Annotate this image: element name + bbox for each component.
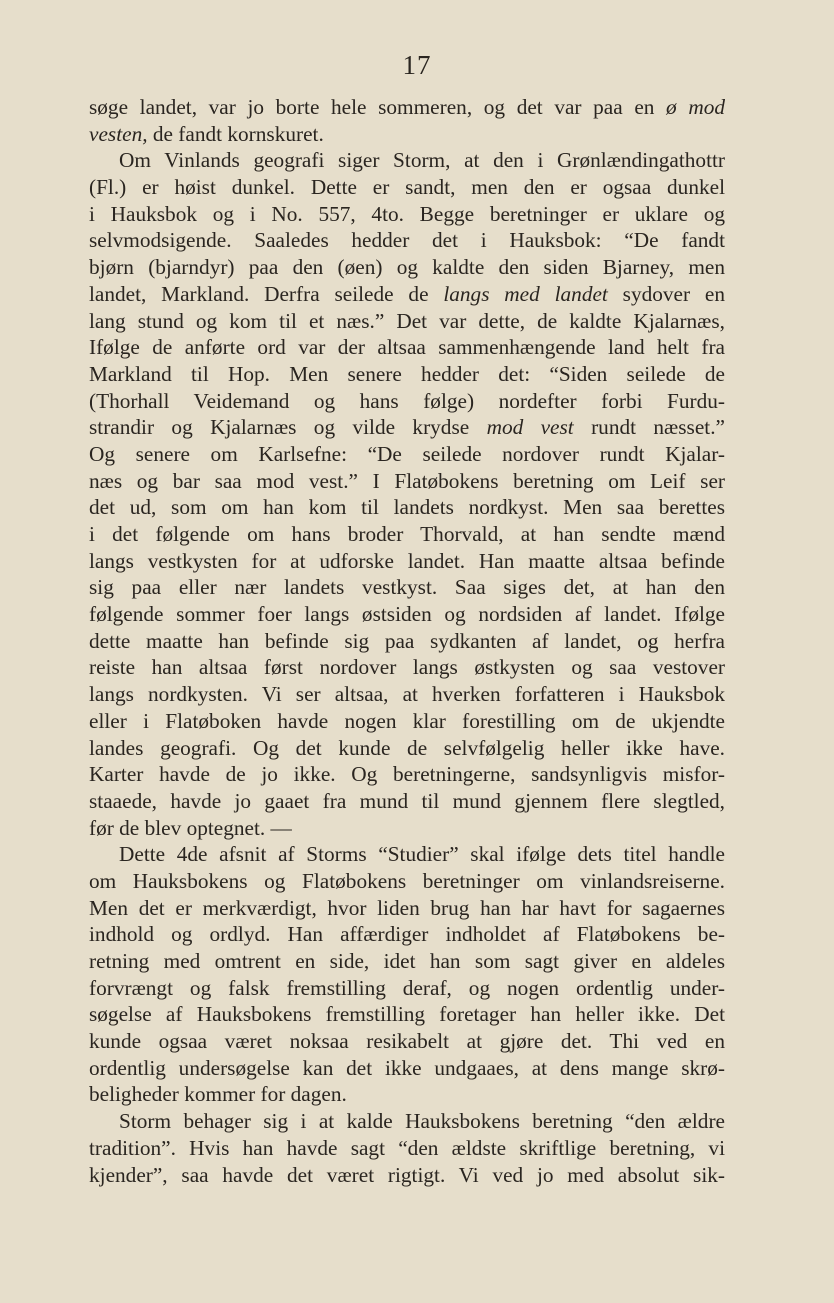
text-line: landet, Markland. Derfra seilede de langs med landet sydover en	[89, 281, 725, 306]
text-line: Dette 4de afsnit af Storms “Studier” skal ifølge dets titel handle	[119, 842, 725, 867]
italic-text: ø mod	[666, 95, 725, 119]
paragraph	[89, 1108, 725, 1188]
italic-text: langs med landet	[443, 281, 608, 306]
text-line: dette maatte han befinde sig paa sydkanten af landet, og herfra	[89, 628, 725, 653]
text-line: søge landet, var jo borte hele sommeren, og det var paa en ø mod	[89, 95, 725, 119]
text-line: tradition”. Hvis han havde sagt “den ældste skriftlige beretning, vi	[89, 1135, 725, 1160]
text-line: (Thorhall Veidemand og hans følge) nordefter forbi Furdu-	[89, 388, 725, 413]
text-line: følgende sommer foer langs østsiden og nordsiden af landet. Ifølge	[89, 602, 725, 627]
text-line: retning med omtrent en side, idet han som sagt giver en aldeles	[89, 949, 725, 973]
text-line: vesten, de fandt kornskuret.	[89, 121, 324, 146]
text-line: ordentlig undersøgelse kan det ikke undgaaes, at dens mange skrø-	[89, 1055, 725, 1080]
text-line: kjender”, saa havde det været rigtigt. Vi ved jo med absolut sik-	[89, 1162, 725, 1187]
text-line: kunde ogsaa været noksaa resikabelt at gjøre det. Thi ved en	[89, 1029, 725, 1054]
text-line: Markland til Hop. Men senere hedder det: “Siden seilede de	[89, 361, 725, 386]
text-line: beligheder kommer for dagen.	[89, 1082, 347, 1107]
text-line: Karter havde de jo ikke. Og beretningerne, sandsynligvis misfor-	[89, 762, 725, 787]
text-line: eller i Flatøboken havde nogen klar forestilling om de ukjendte	[89, 708, 725, 733]
text-line: strandir og Kjalarnæs og vilde krydse mod vest rundt næsset.”	[89, 415, 725, 440]
paragraph	[89, 94, 725, 147]
text-line: om Hauksbokens og Flatøbokens beretninger om vinlandsreiserne.	[89, 868, 725, 893]
paragraph	[89, 841, 725, 1108]
paragraph	[89, 147, 725, 841]
text-line: Og senere om Karlsefne: “De seilede nordover rundt Kjalar-	[89, 441, 725, 466]
body-text	[89, 94, 725, 1188]
text-line: Ifølge de anførte ord var der altsaa sammenhængende land helt fra	[89, 335, 725, 360]
italic-text: vesten,	[89, 121, 148, 146]
text-line: i det følgende om hans broder Thorvald, at han sendte mænd	[89, 522, 725, 546]
text-line: langs nordkysten. Vi ser altsaa, at hverken forfatteren i Hauksbok	[89, 682, 725, 707]
text-line: sig paa eller nær landets vestkyst. Saa siges det, at han den	[89, 575, 725, 600]
text-line: Storm behager sig i at kalde Hauksbokens beretning “den ældre	[119, 1109, 725, 1134]
text-line: selvmodsigende. Saaledes hedder det i Hauksbok: “De fandt	[89, 228, 725, 253]
text-line: lang stund og kom til et næs.” Det var dette, de kaldte Kjalarnæs,	[89, 308, 725, 333]
page-number: 17	[402, 50, 432, 80]
text-line: reiste han altsaa først nordover langs østkysten og saa vestover	[89, 655, 725, 680]
text-line: langs vestkysten for at udforske landet. Han maatte altsaa befinde	[89, 548, 725, 573]
text-line: søgelse af Hauksbokens fremstilling foretager han heller ikke. Det	[89, 1002, 725, 1027]
text-line: Om Vinlands geografi siger Storm, at den i Grønlændingathottr	[119, 148, 725, 173]
text-line: Men det er merkværdigt, hvor liden brug han har havt for sagaernes	[89, 895, 725, 920]
text-line: før de blev optegnet. —	[89, 815, 292, 840]
text-line: staaede, havde jo gaaet fra mund til mund gjennem flere slegtled,	[89, 788, 725, 813]
text-line: i Hauksbok og i No. 557, 4to. Begge beretninger er uklare og	[89, 201, 725, 226]
text-line: næs og bar saa mod vest.” I Flatøbokens beretning om Leif ser	[89, 468, 725, 493]
text-line: det ud, som om han kom til landets nordkyst. Men saa berettes	[89, 495, 725, 520]
text-line: forvrængt og falsk fremstilling deraf, og nogen ordentlig under-	[89, 975, 725, 1000]
text-line: bjørn (bjarndyr) paa den (øen) og kaldte den siden Bjarney, men	[89, 255, 725, 280]
text-line: landes geografi. Og det kunde de selvfølgelig heller ikke have.	[89, 735, 725, 760]
text-line: (Fl.) er høist dunkel. Dette er sandt, men den er ogsaa dunkel	[89, 175, 725, 200]
italic-text: mod vest	[486, 415, 574, 440]
text-line: indhold og ordlyd. Han affærdiger indholdet af Flatøbokens be-	[89, 922, 725, 947]
